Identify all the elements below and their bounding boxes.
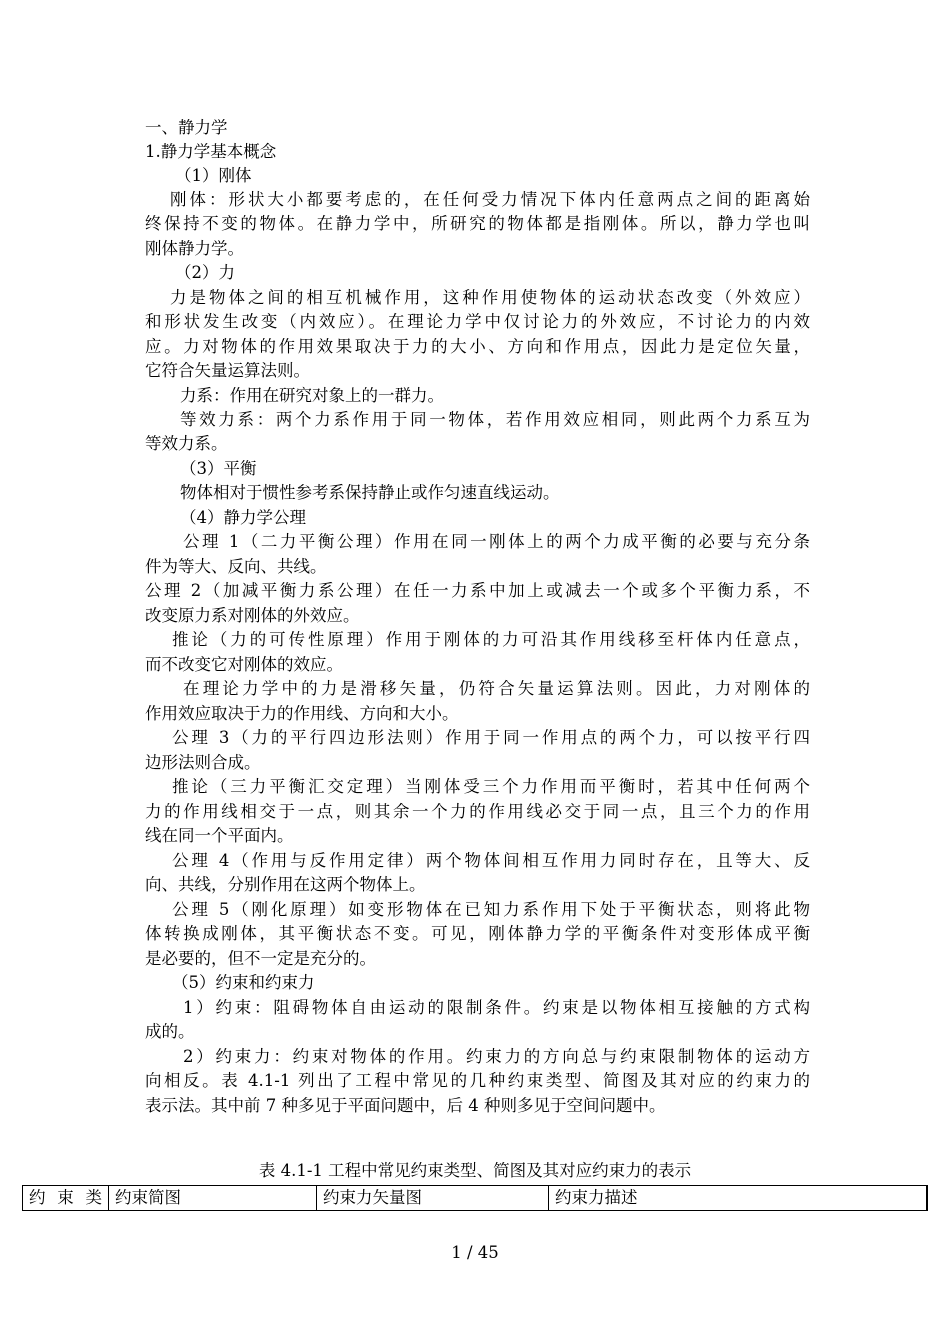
paragraph-line: 公理 1（二力平衡公理）作用在同一刚体上的两个力成平衡的必要与充分条 <box>183 532 810 551</box>
table-edge <box>927 1186 933 1211</box>
paragraph-line: 物体相对于惯性参考系保持静止或作匀速直线运动。 <box>180 483 560 502</box>
item-heading-rigid-body: （1）刚体 <box>175 166 252 185</box>
paragraph-line: 力是物体之间的相互机械作用，这种作用使物体的运动状态改变（外效应） <box>170 288 810 307</box>
table-header-cell: 约束简图 <box>109 1186 317 1211</box>
paragraph-line: 力系：作用在研究对象上的一群力。 <box>180 386 444 405</box>
item-heading-force: （2）力 <box>175 263 235 282</box>
item-heading-axioms: （4）静力学公理 <box>180 508 306 527</box>
paragraph-line: 在理论力学中的力是滑移矢量，仍符合矢量运算法则。因此，力对刚体的 <box>183 679 810 698</box>
paragraph-line: 向、共线，分别作用在这两个物体上。 <box>145 875 426 894</box>
paragraph-line: 体转换成刚体，其平衡状态不变。可见，刚体静力学的平衡条件对变形体成平衡 <box>145 924 810 943</box>
paragraph-line: 而不改变它对刚体的效应。 <box>145 655 343 674</box>
paragraph-line: 改变原力系对刚体的外效应。 <box>145 606 360 625</box>
page-number: 1 / 45 <box>451 1243 499 1262</box>
paragraph-line: 边形法则合成。 <box>145 753 261 772</box>
paragraph-line: 1）约束：阻碍物体自由运动的限制条件。约束是以物体相互接触的方式构 <box>183 998 810 1017</box>
paragraph-line: 件为等大、反向、共线。 <box>145 557 327 576</box>
paragraph-line: 应。力对物体的作用效果取决于力的大小、方向和作用点，因此力是定位矢量， <box>145 337 810 356</box>
table-header-cell: 约束类 <box>23 1186 109 1211</box>
paragraph-line: 作用效应取决于力的作用线、方向和大小。 <box>145 704 459 723</box>
paragraph-line: 线在同一个平面内。 <box>145 826 294 845</box>
paragraph-line: 是必要的，但不一定是充分的。 <box>145 949 376 968</box>
paragraph-line: 推论（三力平衡汇交定理）当刚体受三个力作用而平衡时，若其中任何两个 <box>172 777 810 796</box>
paragraph-line: 刚体：形状大小都要考虑的，在任何受力情况下体内任意两点之间的距离始 <box>170 190 810 209</box>
constraint-table <box>22 1185 933 1211</box>
subsection-heading: 1.静力学基本概念 <box>145 142 277 161</box>
paragraph-line: 公理 4（作用与反作用定律）两个物体间相互作用力同时存在，且等大、反 <box>172 851 810 870</box>
paragraph-line: 向相反。表 4.1-1 列出了工程中常见的几种约束类型、简图及其对应的约束力的 <box>145 1071 810 1090</box>
paragraph-line: 终保持不变的物体。在静力学中，所研究的物体都是指刚体。所以，静力学也叫 <box>145 214 810 233</box>
paragraph-line: 力的作用线相交于一点，则其余一个力的作用线必交于同一点，且三个力的作用 <box>145 802 810 821</box>
item-heading-constraints: （5）约束和约束力 <box>172 973 315 992</box>
paragraph-line: 公理 5（刚化原理）如变形物体在已知力系作用下处于平衡状态，则将此物 <box>172 900 810 919</box>
table-header-cell: 约束力描述 <box>549 1186 927 1211</box>
paragraph-line: 等效力系：两个力系作用于同一物体，若作用效应相同，则此两个力系互为 <box>180 410 810 429</box>
paragraph-line: 2）约束力：约束对物体的作用。约束力的方向总与约束限制物体的运动方 <box>183 1047 810 1066</box>
paragraph-line: 推论（力的可传性原理）作用于刚体的力可沿其作用线移至杆体内任意点， <box>172 630 810 649</box>
paragraph-line: 公理 2（加减平衡力系公理）在任一力系中加上或减去一个或多个平衡力系，不 <box>145 581 810 600</box>
table-header-cell: 约束力矢量图 <box>317 1186 549 1211</box>
paragraph-line: 表示法。其中前 7 种多见于平面问题中，后 4 种则多见于空间问题中。 <box>145 1096 666 1115</box>
paragraph-line: 成的。 <box>145 1022 195 1041</box>
paragraph-line: 它符合矢量运算法则。 <box>145 361 310 380</box>
paragraph-line: 等效力系。 <box>145 434 228 453</box>
table-caption: 表 4.1-1 工程中常见约束类型、简图及其对应约束力的表示 <box>258 1161 692 1180</box>
item-heading-equilibrium: （3）平衡 <box>180 459 257 478</box>
paragraph-line: 刚体静力学。 <box>145 239 244 258</box>
paragraph-line: 公理 3（力的平行四边形法则）作用于同一作用点的两个力，可以按平行四 <box>172 728 810 747</box>
paragraph-line: 和形状发生改变（内效应）。在理论力学中仅讨论力的外效应，不讨论力的内效 <box>145 312 810 331</box>
section-heading: 一、静力学 <box>145 118 228 137</box>
table-header-row <box>23 1186 933 1211</box>
